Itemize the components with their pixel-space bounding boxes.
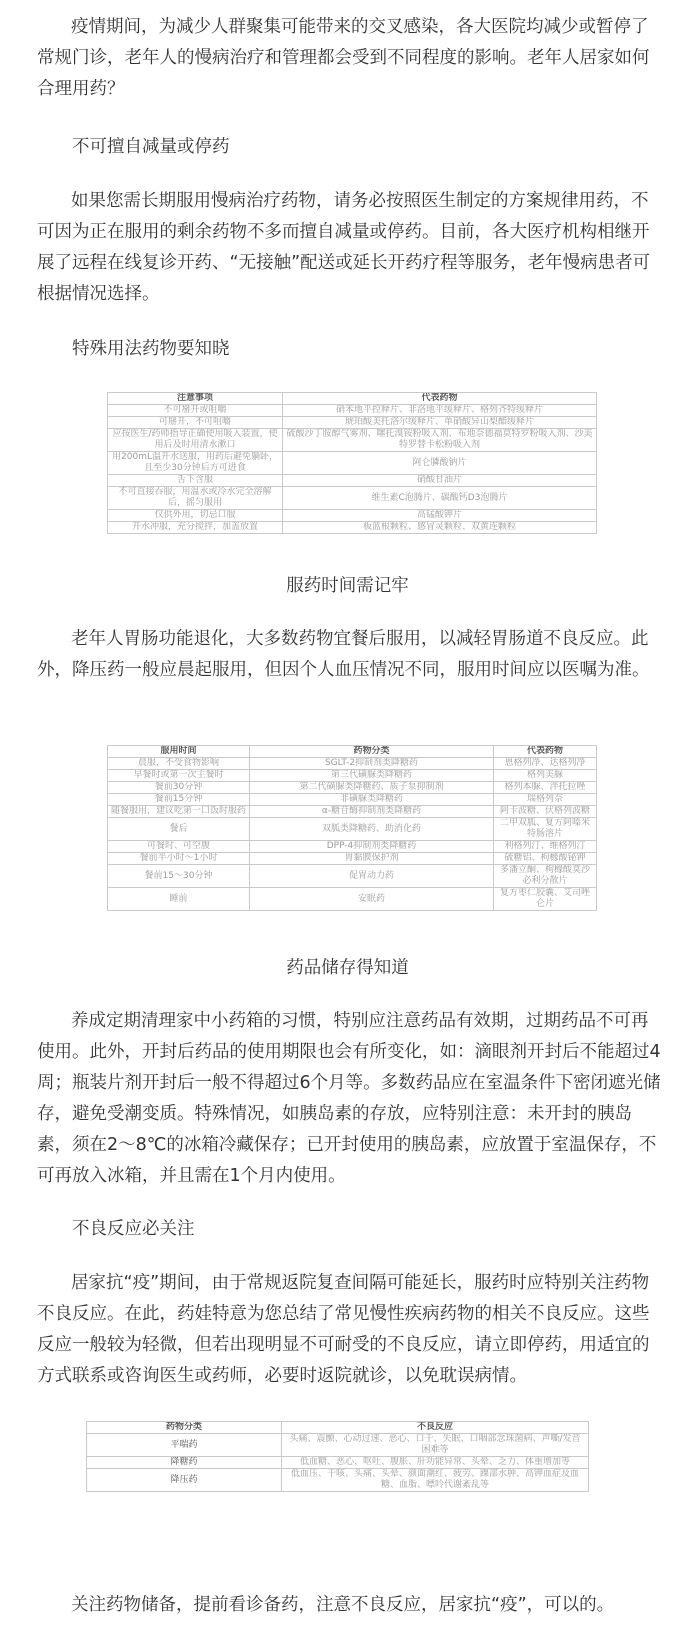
table-cell: 应按医生/药师指导正确使用吸入装置，使用后及时用清水漱口 bbox=[108, 429, 283, 452]
table-cell: 格列本脲、泮托拉唑 bbox=[494, 782, 597, 794]
table-row bbox=[108, 853, 597, 865]
table-cell: 多潘立酮、枸橼酸莫沙必利分散片 bbox=[494, 865, 597, 888]
paragraph-storage: 养成定期清理家中小药箱的习惯，特别应注意药品有效期，过期药品不可再使用。此外，开封后药品的使用期限也会有所变化，如：滴眼剂开封后不能超过4周；瓶装片剂开封后一般不得超过6个月等。多数药品应在室温条件下密闭遮光储存，避免受潮变质。特殊情况，如胰岛素的存放，应特别注意：未开封的胰岛素，须在2～8℃的冰箱冷藏保存；已开封使用的胰岛素，应放置于室温保存，不可再放入冰箱，并且需在1个月内使用。 bbox=[37, 1011, 661, 1186]
table-cell: 瑞格列奈 bbox=[494, 794, 597, 806]
table-row bbox=[108, 429, 597, 452]
table-cell: 阿卡波糖、伏格列波糖 bbox=[494, 806, 597, 818]
table-cell: 非磺脲类降糖药 bbox=[250, 794, 494, 806]
table-row bbox=[108, 841, 597, 853]
table-header-cell: 代表药物 bbox=[494, 746, 597, 758]
table-cell: 第二代磺脲类降糖药、质子泵抑制剂 bbox=[250, 782, 494, 794]
table-cell: 可餐时、可空腹 bbox=[108, 841, 250, 853]
table-row bbox=[87, 1469, 589, 1492]
table-cell: SGLT-2抑制剂类降糖药 bbox=[250, 758, 494, 770]
table-cell: 低血糖、恶心、呕吐、腹胀、肝功能异常、头晕、乏力、体重增加等 bbox=[282, 1457, 589, 1469]
table-cell: 促胃动力药 bbox=[250, 865, 494, 888]
table-row bbox=[87, 1457, 589, 1469]
table-cell: 二甲双胍、复方阿嗪米特肠溶片 bbox=[494, 818, 597, 841]
heading-storage: 药品储存得知道 bbox=[286, 958, 409, 978]
table-row bbox=[108, 452, 597, 475]
paragraph-dosing-time: 老年人胃肠功能退化，大多数药物宜餐后服用，以减轻胃肠道不良反应。此外，降压药一般应晨起服用，但因个人血压情况不同，服用时间应以医嘱为准。 bbox=[37, 629, 650, 680]
table-cell: 用200mL温开水送服，用药后避免躺卧，且至少30分钟后方可进食 bbox=[108, 452, 283, 475]
table-cell: 维生素C泡腾片、碳酸钙D3泡腾片 bbox=[283, 487, 597, 510]
table-row bbox=[108, 405, 597, 417]
table-cell: 高锰酸钾片 bbox=[283, 510, 597, 522]
table-row bbox=[108, 794, 597, 806]
table-cell: 可掰开，不可咀嚼 bbox=[108, 417, 283, 429]
table-cell: 餐前15～30分钟 bbox=[108, 865, 250, 888]
table-cell: 头痛、震颤、心动过速、恶心、口干、失眠、口咽部念珠菌病、声嘶/发音困难等 bbox=[282, 1434, 589, 1457]
table-cell: 安眠药 bbox=[250, 888, 494, 911]
table-cell: 餐前30分钟 bbox=[108, 782, 250, 794]
table-row bbox=[108, 417, 597, 429]
table-cell: 舌下含服 bbox=[108, 475, 283, 487]
table-cell: 格列美脲 bbox=[494, 770, 597, 782]
paragraph-no-self-reduce: 如果您需长期服用慢病治疗药物，请务必按照医生制定的方案规律用药，不可因为正在服用的剩余药物不多而擅自减量或停药。目前，各大医疗机构相继开展了远程在线复诊开药、“无接触”配送或延长开药疗程等服务，老年慢病患者可根据情况选择。 bbox=[37, 191, 651, 304]
table-row bbox=[87, 1434, 589, 1457]
table-cell: 恩格列净、达格列净 bbox=[494, 758, 597, 770]
closing-paragraph: 关注药物储备，提前看诊备药，注意不良反应，居家抗“疫”，可以的。 bbox=[71, 1595, 615, 1615]
table-cell: 板蓝根颗粒、感冒灵颗粒、双黄连颗粒 bbox=[283, 522, 597, 534]
table-cell: 琥珀酸美托洛尔缓释片、单硝酸异山梨酯缓释片 bbox=[283, 417, 597, 429]
table-row bbox=[108, 510, 597, 522]
table-cell: 降糖药 bbox=[87, 1457, 282, 1469]
intro-paragraph: 疫情期间，为减少人群聚集可能带来的交叉感染，各大医院均减少或暂停了常规门诊，老年人的慢病治疗和管理都会受到不同程度的影响。老年人居家如何合理用药？ bbox=[37, 17, 650, 99]
table-cell: 阿仑膦酸钠片 bbox=[283, 452, 597, 475]
table-row bbox=[108, 806, 597, 818]
table-cell: 不可直接吞服，用温水或冷水完全溶解后，摇匀服用 bbox=[108, 487, 283, 510]
table-cell: 第三代磺脲类降糖药 bbox=[250, 770, 494, 782]
table-cell: DPP-4抑制剂类降糖药 bbox=[250, 841, 494, 853]
table-cell: 开水冲服，充分搅拌，加盖放置 bbox=[108, 522, 283, 534]
table-row bbox=[108, 522, 597, 534]
table-cell: 仅供外用，切忌口服 bbox=[108, 510, 283, 522]
table-cell: 硫酸沙丁胺醇气雾剂、噻托溴铵粉吸入剂、布地奈德福莫特罗粉吸入剂、沙美特罗替卡松粉吸入剂 bbox=[283, 429, 597, 452]
heading-no-self-reduce: 不可擅自减量或停药 bbox=[72, 137, 230, 157]
heading-adverse-reactions: 不良反应必关注 bbox=[72, 1219, 195, 1239]
table-cell: 平喘药 bbox=[87, 1434, 282, 1457]
table-row bbox=[108, 888, 597, 911]
table-cell: 硫糖铝、枸橼酸铋钾 bbox=[494, 853, 597, 865]
table-row bbox=[108, 475, 597, 487]
table-cell: 利格列汀、维格列汀 bbox=[494, 841, 597, 853]
table-row bbox=[108, 818, 597, 841]
adverse-reaction-table bbox=[86, 1421, 589, 1492]
table-cell: 早餐时或第一次主餐时 bbox=[108, 770, 250, 782]
table-header-cell: 代表药物 bbox=[283, 393, 597, 405]
heading-special-usage: 特殊用法药物要知晓 bbox=[72, 339, 230, 359]
table-cell: 餐前15分钟 bbox=[108, 794, 250, 806]
table-row bbox=[108, 865, 597, 888]
table-cell: 硝苯地平控释片、非洛地平缓释片、格列齐特缓释片 bbox=[283, 405, 597, 417]
heading-dosing-time: 服药时间需记牢 bbox=[286, 576, 409, 596]
special-usage-table bbox=[107, 392, 597, 534]
table-cell: 复方枣仁胶囊、艾司唑仑片 bbox=[494, 888, 597, 911]
table-cell: 随餐服用，建议吃第一口饭时服药 bbox=[108, 806, 250, 818]
table-row bbox=[108, 782, 597, 794]
table-cell: 降压药 bbox=[87, 1469, 282, 1492]
table-row bbox=[108, 758, 597, 770]
table-cell: α-糖苷酶抑制剂类降糖药 bbox=[250, 806, 494, 818]
table-header-cell: 注意事项 bbox=[108, 393, 283, 405]
table-cell: 餐前半小时～1小时 bbox=[108, 853, 250, 865]
table-cell: 胃黏膜保护剂 bbox=[250, 853, 494, 865]
table-header-cell: 服用时间 bbox=[108, 746, 250, 758]
table-row bbox=[108, 770, 597, 782]
table-cell: 低血压、干咳、头痛、头晕、颜面潮红、疲劳、踝部水肿、高钾血症及血糖、血脂、嘌呤代谢紊乱等 bbox=[282, 1469, 589, 1492]
table-header-cell: 不良反应 bbox=[282, 1422, 589, 1434]
table-cell: 硝酸甘油片 bbox=[283, 475, 597, 487]
paragraph-adverse-reactions: 居家抗“疫”期间，由于常规返院复查间隔可能延长，服药时应特别关注药物不良反应。在此，药娃特意为您总结了常见慢性疾病药物的相关不良反应。这些反应一般较为轻微，但若出现明显不可耐受的不良反应，请立即停药，用适宜的方式联系或咨询医生或药师，必要时返院就诊，以免耽误病情。 bbox=[37, 1273, 650, 1386]
table-row bbox=[108, 487, 597, 510]
table-cell: 晨服，不受食物影响 bbox=[108, 758, 250, 770]
table-header-cell: 药物分类 bbox=[250, 746, 494, 758]
table-cell: 不可掰开或咀嚼 bbox=[108, 405, 283, 417]
table-cell: 餐后 bbox=[108, 818, 250, 841]
dosing-time-table bbox=[107, 745, 597, 911]
table-cell: 睡前 bbox=[108, 888, 250, 911]
table-header-row bbox=[108, 746, 597, 758]
table-header-row bbox=[108, 393, 597, 405]
table-header-row bbox=[87, 1422, 589, 1434]
table-header-cell: 药物分类 bbox=[87, 1422, 282, 1434]
table-cell: 双胍类降糖药、助消化药 bbox=[250, 818, 494, 841]
